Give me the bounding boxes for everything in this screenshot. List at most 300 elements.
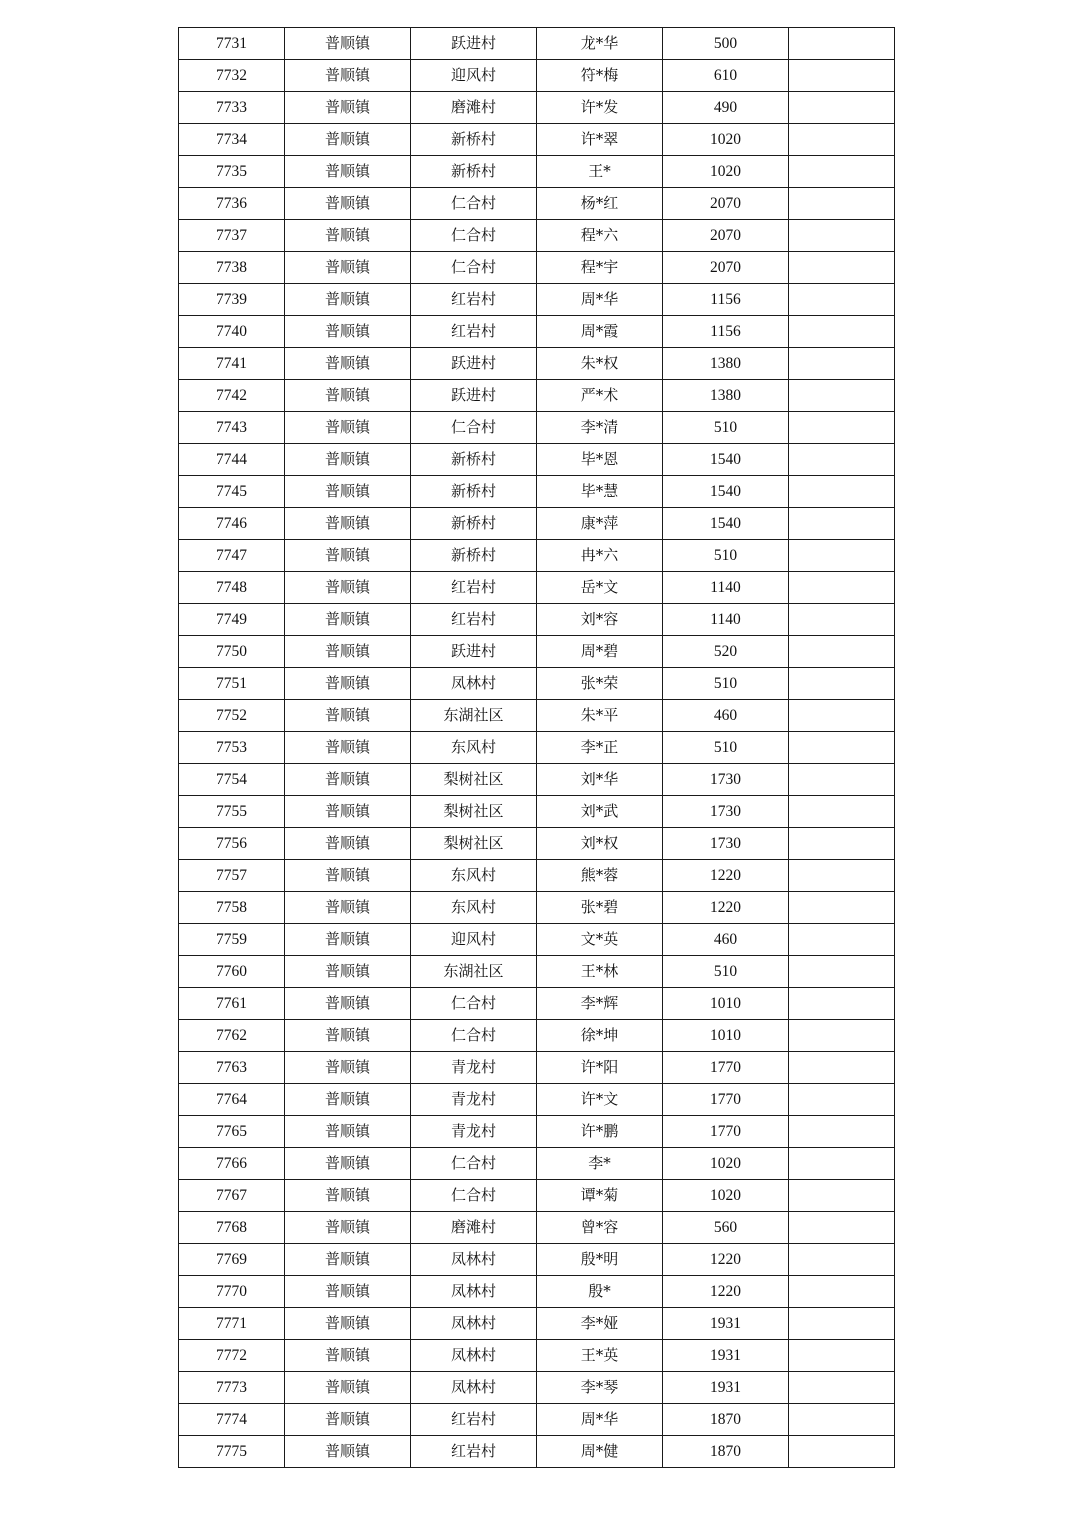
town-cell: 普顺镇 bbox=[285, 732, 411, 764]
person-name-cell: 王*英 bbox=[537, 1340, 663, 1372]
person-name-cell: 周*华 bbox=[537, 1404, 663, 1436]
amount-cell: 1770 bbox=[663, 1084, 789, 1116]
row-number-cell: 7762 bbox=[179, 1020, 285, 1052]
town-cell: 普顺镇 bbox=[285, 604, 411, 636]
note-cell bbox=[789, 1084, 895, 1116]
person-name-cell: 朱*权 bbox=[537, 348, 663, 380]
town-cell: 普顺镇 bbox=[285, 1020, 411, 1052]
table-row bbox=[179, 412, 895, 444]
town-cell: 普顺镇 bbox=[285, 412, 411, 444]
amount-cell: 560 bbox=[663, 1212, 789, 1244]
amount-cell: 510 bbox=[663, 668, 789, 700]
amount-cell: 2070 bbox=[663, 188, 789, 220]
village-cell: 跃进村 bbox=[411, 28, 537, 60]
person-name-cell: 龙*华 bbox=[537, 28, 663, 60]
village-cell: 凤林村 bbox=[411, 1244, 537, 1276]
person-name-cell: 杨*红 bbox=[537, 188, 663, 220]
row-number-cell: 7735 bbox=[179, 156, 285, 188]
table-row bbox=[179, 1340, 895, 1372]
table-row bbox=[179, 924, 895, 956]
town-cell: 普顺镇 bbox=[285, 668, 411, 700]
table-row bbox=[179, 732, 895, 764]
town-cell: 普顺镇 bbox=[285, 188, 411, 220]
town-cell: 普顺镇 bbox=[285, 476, 411, 508]
person-name-cell: 周*霞 bbox=[537, 316, 663, 348]
person-name-cell: 程*六 bbox=[537, 220, 663, 252]
row-number-cell: 7750 bbox=[179, 636, 285, 668]
person-name-cell: 符*梅 bbox=[537, 60, 663, 92]
town-cell: 普顺镇 bbox=[285, 28, 411, 60]
note-cell bbox=[789, 508, 895, 540]
table-row bbox=[179, 188, 895, 220]
village-cell: 东湖社区 bbox=[411, 700, 537, 732]
person-name-cell: 周*华 bbox=[537, 284, 663, 316]
village-cell: 青龙村 bbox=[411, 1116, 537, 1148]
row-number-cell: 7746 bbox=[179, 508, 285, 540]
person-name-cell: 刘*容 bbox=[537, 604, 663, 636]
town-cell: 普顺镇 bbox=[285, 828, 411, 860]
table-row bbox=[179, 380, 895, 412]
person-name-cell: 张*碧 bbox=[537, 892, 663, 924]
amount-cell: 1220 bbox=[663, 892, 789, 924]
village-cell: 仁合村 bbox=[411, 252, 537, 284]
table-row bbox=[179, 1244, 895, 1276]
amount-cell: 1140 bbox=[663, 604, 789, 636]
note-cell bbox=[789, 732, 895, 764]
table-row bbox=[179, 828, 895, 860]
amount-cell: 510 bbox=[663, 956, 789, 988]
person-name-cell: 许*阳 bbox=[537, 1052, 663, 1084]
row-number-cell: 7742 bbox=[179, 380, 285, 412]
person-name-cell: 王* bbox=[537, 156, 663, 188]
table-row bbox=[179, 604, 895, 636]
town-cell: 普顺镇 bbox=[285, 892, 411, 924]
town-cell: 普顺镇 bbox=[285, 572, 411, 604]
note-cell bbox=[789, 764, 895, 796]
table-row bbox=[179, 444, 895, 476]
row-number-cell: 7741 bbox=[179, 348, 285, 380]
amount-cell: 1730 bbox=[663, 764, 789, 796]
person-name-cell: 刘*华 bbox=[537, 764, 663, 796]
table-row bbox=[179, 1436, 895, 1468]
village-cell: 新桥村 bbox=[411, 156, 537, 188]
town-cell: 普顺镇 bbox=[285, 1052, 411, 1084]
village-cell: 新桥村 bbox=[411, 124, 537, 156]
table-row bbox=[179, 764, 895, 796]
note-cell bbox=[789, 700, 895, 732]
table-row bbox=[179, 988, 895, 1020]
village-cell: 梨树社区 bbox=[411, 828, 537, 860]
village-cell: 跃进村 bbox=[411, 348, 537, 380]
person-name-cell: 冉*六 bbox=[537, 540, 663, 572]
document-page bbox=[178, 27, 894, 1468]
village-cell: 梨树社区 bbox=[411, 796, 537, 828]
note-cell bbox=[789, 860, 895, 892]
village-cell: 凤林村 bbox=[411, 1276, 537, 1308]
town-cell: 普顺镇 bbox=[285, 220, 411, 252]
person-name-cell: 徐*坤 bbox=[537, 1020, 663, 1052]
amount-cell: 1931 bbox=[663, 1308, 789, 1340]
village-cell: 磨滩村 bbox=[411, 92, 537, 124]
note-cell bbox=[789, 60, 895, 92]
amount-cell: 520 bbox=[663, 636, 789, 668]
person-name-cell: 周*碧 bbox=[537, 636, 663, 668]
village-cell: 东湖社区 bbox=[411, 956, 537, 988]
note-cell bbox=[789, 1052, 895, 1084]
note-cell bbox=[789, 124, 895, 156]
table-row bbox=[179, 220, 895, 252]
person-name-cell: 毕*慧 bbox=[537, 476, 663, 508]
note-cell bbox=[789, 892, 895, 924]
town-cell: 普顺镇 bbox=[285, 1404, 411, 1436]
town-cell: 普顺镇 bbox=[285, 1084, 411, 1116]
town-cell: 普顺镇 bbox=[285, 860, 411, 892]
table-row bbox=[179, 572, 895, 604]
village-cell: 红岩村 bbox=[411, 572, 537, 604]
row-number-cell: 7766 bbox=[179, 1148, 285, 1180]
note-cell bbox=[789, 316, 895, 348]
amount-cell: 1540 bbox=[663, 508, 789, 540]
amount-cell: 1020 bbox=[663, 1180, 789, 1212]
row-number-cell: 7761 bbox=[179, 988, 285, 1020]
table-row bbox=[179, 668, 895, 700]
town-cell: 普顺镇 bbox=[285, 988, 411, 1020]
town-cell: 普顺镇 bbox=[285, 1340, 411, 1372]
town-cell: 普顺镇 bbox=[285, 1308, 411, 1340]
note-cell bbox=[789, 1340, 895, 1372]
table-row bbox=[179, 1308, 895, 1340]
row-number-cell: 7732 bbox=[179, 60, 285, 92]
amount-cell: 1380 bbox=[663, 348, 789, 380]
village-cell: 迎风村 bbox=[411, 60, 537, 92]
person-name-cell: 张*荣 bbox=[537, 668, 663, 700]
row-number-cell: 7764 bbox=[179, 1084, 285, 1116]
table-row bbox=[179, 1084, 895, 1116]
row-number-cell: 7747 bbox=[179, 540, 285, 572]
note-cell bbox=[789, 348, 895, 380]
village-cell: 新桥村 bbox=[411, 444, 537, 476]
row-number-cell: 7773 bbox=[179, 1372, 285, 1404]
row-number-cell: 7744 bbox=[179, 444, 285, 476]
amount-cell: 500 bbox=[663, 28, 789, 60]
note-cell bbox=[789, 156, 895, 188]
note-cell bbox=[789, 1436, 895, 1468]
note-cell bbox=[789, 796, 895, 828]
note-cell bbox=[789, 956, 895, 988]
note-cell bbox=[789, 1180, 895, 1212]
row-number-cell: 7731 bbox=[179, 28, 285, 60]
amount-cell: 1770 bbox=[663, 1052, 789, 1084]
village-cell: 东风村 bbox=[411, 860, 537, 892]
row-number-cell: 7770 bbox=[179, 1276, 285, 1308]
town-cell: 普顺镇 bbox=[285, 348, 411, 380]
person-name-cell: 刘*武 bbox=[537, 796, 663, 828]
village-cell: 青龙村 bbox=[411, 1052, 537, 1084]
table-row bbox=[179, 1020, 895, 1052]
town-cell: 普顺镇 bbox=[285, 1148, 411, 1180]
row-number-cell: 7754 bbox=[179, 764, 285, 796]
amount-cell: 1140 bbox=[663, 572, 789, 604]
amount-cell: 1220 bbox=[663, 860, 789, 892]
person-name-cell: 朱*平 bbox=[537, 700, 663, 732]
village-cell: 红岩村 bbox=[411, 604, 537, 636]
person-name-cell: 曾*容 bbox=[537, 1212, 663, 1244]
person-name-cell: 李*正 bbox=[537, 732, 663, 764]
row-number-cell: 7774 bbox=[179, 1404, 285, 1436]
note-cell bbox=[789, 412, 895, 444]
town-cell: 普顺镇 bbox=[285, 444, 411, 476]
row-number-cell: 7757 bbox=[179, 860, 285, 892]
town-cell: 普顺镇 bbox=[285, 316, 411, 348]
table-row bbox=[179, 796, 895, 828]
note-cell bbox=[789, 1148, 895, 1180]
town-cell: 普顺镇 bbox=[285, 508, 411, 540]
amount-cell: 1931 bbox=[663, 1340, 789, 1372]
person-name-cell: 康*萍 bbox=[537, 508, 663, 540]
row-number-cell: 7751 bbox=[179, 668, 285, 700]
person-name-cell: 李*琴 bbox=[537, 1372, 663, 1404]
village-cell: 新桥村 bbox=[411, 508, 537, 540]
town-cell: 普顺镇 bbox=[285, 252, 411, 284]
note-cell bbox=[789, 540, 895, 572]
amount-cell: 1020 bbox=[663, 156, 789, 188]
note-cell bbox=[789, 604, 895, 636]
person-name-cell: 许*翠 bbox=[537, 124, 663, 156]
village-cell: 红岩村 bbox=[411, 1404, 537, 1436]
village-cell: 东风村 bbox=[411, 892, 537, 924]
person-name-cell: 殷*明 bbox=[537, 1244, 663, 1276]
amount-cell: 1730 bbox=[663, 828, 789, 860]
row-number-cell: 7759 bbox=[179, 924, 285, 956]
person-name-cell: 刘*权 bbox=[537, 828, 663, 860]
person-name-cell: 谭*菊 bbox=[537, 1180, 663, 1212]
amount-cell: 2070 bbox=[663, 220, 789, 252]
note-cell bbox=[789, 1212, 895, 1244]
amount-cell: 510 bbox=[663, 732, 789, 764]
table-row bbox=[179, 60, 895, 92]
table-row bbox=[179, 92, 895, 124]
table-row bbox=[179, 316, 895, 348]
person-name-cell: 李*娅 bbox=[537, 1308, 663, 1340]
town-cell: 普顺镇 bbox=[285, 156, 411, 188]
note-cell bbox=[789, 988, 895, 1020]
row-number-cell: 7758 bbox=[179, 892, 285, 924]
note-cell bbox=[789, 1276, 895, 1308]
row-number-cell: 7767 bbox=[179, 1180, 285, 1212]
village-cell: 磨滩村 bbox=[411, 1212, 537, 1244]
person-name-cell: 岳*文 bbox=[537, 572, 663, 604]
village-cell: 跃进村 bbox=[411, 380, 537, 412]
table-row bbox=[179, 252, 895, 284]
amount-cell: 1870 bbox=[663, 1404, 789, 1436]
note-cell bbox=[789, 92, 895, 124]
amount-cell: 460 bbox=[663, 700, 789, 732]
table-row bbox=[179, 860, 895, 892]
row-number-cell: 7775 bbox=[179, 1436, 285, 1468]
town-cell: 普顺镇 bbox=[285, 60, 411, 92]
note-cell bbox=[789, 572, 895, 604]
amount-cell: 1220 bbox=[663, 1276, 789, 1308]
person-name-cell: 程*宇 bbox=[537, 252, 663, 284]
table-row bbox=[179, 28, 895, 60]
village-cell: 东风村 bbox=[411, 732, 537, 764]
row-number-cell: 7768 bbox=[179, 1212, 285, 1244]
records-table-body bbox=[179, 28, 895, 1468]
table-row bbox=[179, 1276, 895, 1308]
amount-cell: 1020 bbox=[663, 1148, 789, 1180]
note-cell bbox=[789, 1116, 895, 1148]
row-number-cell: 7769 bbox=[179, 1244, 285, 1276]
village-cell: 仁合村 bbox=[411, 220, 537, 252]
row-number-cell: 7740 bbox=[179, 316, 285, 348]
table-row bbox=[179, 284, 895, 316]
note-cell bbox=[789, 380, 895, 412]
table-row bbox=[179, 1372, 895, 1404]
table-row bbox=[179, 476, 895, 508]
amount-cell: 1156 bbox=[663, 316, 789, 348]
amount-cell: 1380 bbox=[663, 380, 789, 412]
town-cell: 普顺镇 bbox=[285, 124, 411, 156]
amount-cell: 1931 bbox=[663, 1372, 789, 1404]
table-row bbox=[179, 700, 895, 732]
row-number-cell: 7733 bbox=[179, 92, 285, 124]
note-cell bbox=[789, 476, 895, 508]
person-name-cell: 许*发 bbox=[537, 92, 663, 124]
village-cell: 仁合村 bbox=[411, 1180, 537, 1212]
note-cell bbox=[789, 252, 895, 284]
note-cell bbox=[789, 1404, 895, 1436]
village-cell: 跃进村 bbox=[411, 636, 537, 668]
table-row bbox=[179, 124, 895, 156]
person-name-cell: 严*术 bbox=[537, 380, 663, 412]
table-row bbox=[179, 508, 895, 540]
village-cell: 仁合村 bbox=[411, 1148, 537, 1180]
village-cell: 梨树社区 bbox=[411, 764, 537, 796]
amount-cell: 1730 bbox=[663, 796, 789, 828]
note-cell bbox=[789, 1308, 895, 1340]
town-cell: 普顺镇 bbox=[285, 284, 411, 316]
village-cell: 红岩村 bbox=[411, 316, 537, 348]
table-row bbox=[179, 636, 895, 668]
village-cell: 凤林村 bbox=[411, 1372, 537, 1404]
row-number-cell: 7734 bbox=[179, 124, 285, 156]
person-name-cell: 李*清 bbox=[537, 412, 663, 444]
village-cell: 新桥村 bbox=[411, 476, 537, 508]
note-cell bbox=[789, 924, 895, 956]
town-cell: 普顺镇 bbox=[285, 92, 411, 124]
town-cell: 普顺镇 bbox=[285, 380, 411, 412]
amount-cell: 1020 bbox=[663, 124, 789, 156]
village-cell: 凤林村 bbox=[411, 1340, 537, 1372]
table-row bbox=[179, 1052, 895, 1084]
town-cell: 普顺镇 bbox=[285, 1276, 411, 1308]
amount-cell: 1770 bbox=[663, 1116, 789, 1148]
town-cell: 普顺镇 bbox=[285, 636, 411, 668]
note-cell bbox=[789, 828, 895, 860]
amount-cell: 1540 bbox=[663, 476, 789, 508]
note-cell bbox=[789, 188, 895, 220]
row-number-cell: 7765 bbox=[179, 1116, 285, 1148]
town-cell: 普顺镇 bbox=[285, 540, 411, 572]
row-number-cell: 7752 bbox=[179, 700, 285, 732]
person-name-cell: 文*英 bbox=[537, 924, 663, 956]
amount-cell: 1010 bbox=[663, 988, 789, 1020]
row-number-cell: 7739 bbox=[179, 284, 285, 316]
row-number-cell: 7743 bbox=[179, 412, 285, 444]
person-name-cell: 王*林 bbox=[537, 956, 663, 988]
amount-cell: 510 bbox=[663, 412, 789, 444]
village-cell: 迎风村 bbox=[411, 924, 537, 956]
table-row bbox=[179, 1212, 895, 1244]
amount-cell: 1220 bbox=[663, 1244, 789, 1276]
table-row bbox=[179, 1148, 895, 1180]
table-row bbox=[179, 1116, 895, 1148]
note-cell bbox=[789, 668, 895, 700]
amount-cell: 1010 bbox=[663, 1020, 789, 1052]
table-row bbox=[179, 156, 895, 188]
row-number-cell: 7737 bbox=[179, 220, 285, 252]
note-cell bbox=[789, 1372, 895, 1404]
village-cell: 仁合村 bbox=[411, 412, 537, 444]
amount-cell: 510 bbox=[663, 540, 789, 572]
village-cell: 仁合村 bbox=[411, 1020, 537, 1052]
row-number-cell: 7736 bbox=[179, 188, 285, 220]
amount-cell: 490 bbox=[663, 92, 789, 124]
town-cell: 普顺镇 bbox=[285, 796, 411, 828]
town-cell: 普顺镇 bbox=[285, 1212, 411, 1244]
village-cell: 仁合村 bbox=[411, 188, 537, 220]
town-cell: 普顺镇 bbox=[285, 700, 411, 732]
person-name-cell: 许*文 bbox=[537, 1084, 663, 1116]
person-name-cell: 熊*蓉 bbox=[537, 860, 663, 892]
person-name-cell: 李* bbox=[537, 1148, 663, 1180]
amount-cell: 1156 bbox=[663, 284, 789, 316]
row-number-cell: 7749 bbox=[179, 604, 285, 636]
table-row bbox=[179, 348, 895, 380]
person-name-cell: 殷* bbox=[537, 1276, 663, 1308]
row-number-cell: 7771 bbox=[179, 1308, 285, 1340]
town-cell: 普顺镇 bbox=[285, 1180, 411, 1212]
table-row bbox=[179, 540, 895, 572]
village-cell: 凤林村 bbox=[411, 1308, 537, 1340]
note-cell bbox=[789, 284, 895, 316]
village-cell: 凤林村 bbox=[411, 668, 537, 700]
town-cell: 普顺镇 bbox=[285, 924, 411, 956]
note-cell bbox=[789, 28, 895, 60]
town-cell: 普顺镇 bbox=[285, 764, 411, 796]
person-name-cell: 周*健 bbox=[537, 1436, 663, 1468]
town-cell: 普顺镇 bbox=[285, 1436, 411, 1468]
amount-cell: 460 bbox=[663, 924, 789, 956]
note-cell bbox=[789, 1020, 895, 1052]
amount-cell: 2070 bbox=[663, 252, 789, 284]
note-cell bbox=[789, 444, 895, 476]
table-row bbox=[179, 1180, 895, 1212]
row-number-cell: 7753 bbox=[179, 732, 285, 764]
row-number-cell: 7738 bbox=[179, 252, 285, 284]
row-number-cell: 7755 bbox=[179, 796, 285, 828]
table-row bbox=[179, 1404, 895, 1436]
table-row bbox=[179, 956, 895, 988]
row-number-cell: 7748 bbox=[179, 572, 285, 604]
row-number-cell: 7772 bbox=[179, 1340, 285, 1372]
records-table bbox=[178, 27, 895, 1468]
amount-cell: 1870 bbox=[663, 1436, 789, 1468]
note-cell bbox=[789, 1244, 895, 1276]
village-cell: 新桥村 bbox=[411, 540, 537, 572]
town-cell: 普顺镇 bbox=[285, 1372, 411, 1404]
row-number-cell: 7756 bbox=[179, 828, 285, 860]
